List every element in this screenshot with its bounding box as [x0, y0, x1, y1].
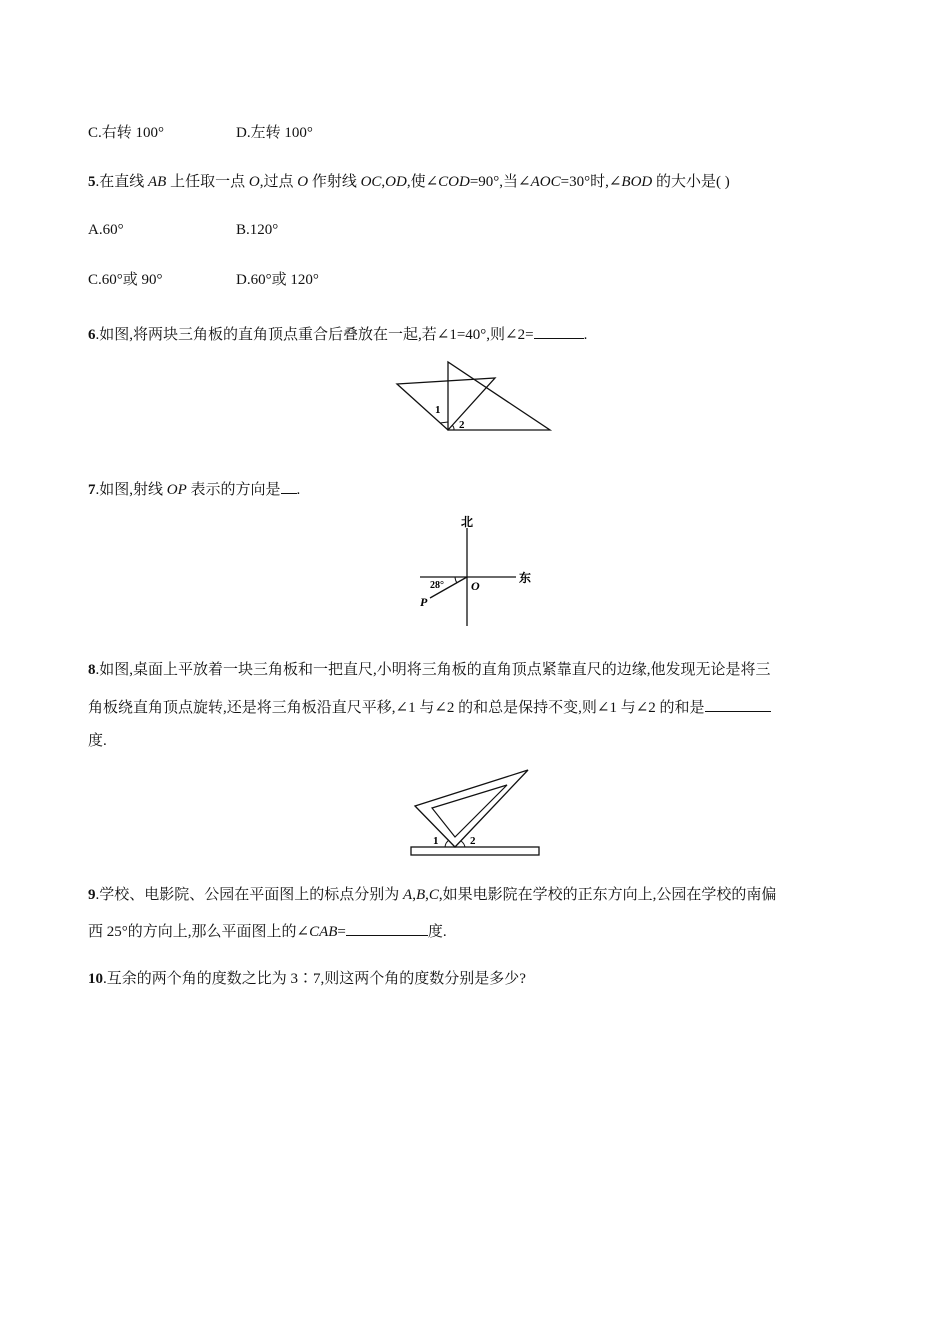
- q5-option-b: B.120°: [236, 222, 279, 238]
- q7-var: OP: [166, 482, 187, 498]
- q6-label-2: 2: [459, 419, 465, 431]
- q6-figure: [395, 362, 555, 434]
- q10-number: 10: [88, 971, 103, 987]
- q9-text: .学校、电影院、公园在平面图上的标点分别为: [95, 887, 404, 903]
- q5-text: ,: [381, 174, 386, 190]
- q4-option-c: C.右转 100°: [88, 125, 165, 141]
- q5-var: O: [297, 174, 309, 190]
- q5-var: O: [248, 174, 260, 190]
- q8-text-2: 角板绕直角顶点旋转,还是将三角板沿直尺平移,∠1 与∠2 的和总是保持不变,则∠1 与∠2 的和是: [88, 700, 705, 716]
- q5-var: BOD: [621, 174, 653, 190]
- q5-var: COD: [438, 174, 470, 190]
- q9-text: =: [337, 924, 346, 940]
- q5-text: 的大小是( ): [652, 174, 730, 190]
- q5-option-c: C.60°或 90°: [88, 272, 163, 288]
- q8-figure: [408, 768, 543, 858]
- q9-answer-blank: [346, 920, 428, 936]
- q9-text: ,如果电影院在学校的正东方向上,公园在学校的南偏: [438, 887, 777, 903]
- q7-label-p: P: [420, 595, 428, 609]
- q6-label-1: 1: [435, 404, 441, 416]
- q9-line-2: [88, 920, 447, 942]
- q7-number: 7: [88, 482, 96, 498]
- q8-label-2: 2: [470, 835, 476, 847]
- q5-text: =30°时,∠: [560, 174, 622, 190]
- q7-angle-arc: [455, 577, 457, 583]
- q5-option-a: A.60°: [88, 222, 124, 238]
- q9-var: A: [403, 887, 413, 903]
- q9-var: C: [428, 887, 439, 903]
- q8-number: 8: [88, 662, 96, 678]
- q8-line-2: [88, 696, 771, 718]
- q4-option-d: D.左转 100°: [236, 125, 313, 141]
- q7-stem: [88, 478, 300, 500]
- q5-number: 5: [88, 174, 96, 190]
- q5-text: .在直线: [95, 174, 149, 190]
- q7-label-o: O: [471, 579, 480, 593]
- q6-stem: [88, 323, 587, 345]
- q7-label-angle: 28°: [430, 580, 444, 591]
- q10-stem: [88, 969, 526, 989]
- q6-number: 6: [88, 327, 96, 343]
- q7-answer-blank: [281, 478, 297, 494]
- q9-text: 西 25°的方向上,那么平面图上的∠: [88, 924, 310, 940]
- q9-text: ,: [425, 887, 429, 903]
- q9-var: CAB: [309, 924, 338, 940]
- q6-right-angle-mark: [440, 422, 448, 423]
- q5-text: ,过点: [259, 174, 298, 190]
- q5-option-d: D.60°或 120°: [236, 272, 319, 288]
- q7-text: .如图,射线: [95, 482, 167, 498]
- q8-line-1: [88, 660, 771, 680]
- q8-angle-arc-1: [445, 840, 449, 847]
- q6-angle-arc: [452, 425, 454, 430]
- q7-label-north: 北: [461, 515, 474, 529]
- q9-line-1: [88, 885, 776, 905]
- q5-text: 上任取一点: [166, 174, 249, 190]
- q7-label-east: 东: [519, 571, 532, 585]
- q7-text: 表示的方向是: [186, 482, 281, 498]
- q8-ruler: [411, 847, 539, 855]
- q5-stem: [88, 172, 730, 192]
- q5-text: ,使∠: [406, 174, 439, 190]
- q8-text-1: .如图,桌面上平放着一块三角板和一把直尺,小明将三角板的直角顶点紧靠直尺的边缘,他发现无论是将三: [95, 662, 771, 678]
- q7-text-end: .: [296, 482, 301, 498]
- q5-var: OC: [360, 174, 382, 190]
- q9-var: B: [415, 887, 426, 903]
- q6-text-end: .: [583, 327, 588, 343]
- q9-text: ,: [412, 887, 416, 903]
- q9-number: 9: [88, 887, 96, 903]
- q6-answer-blank: [534, 323, 584, 339]
- q8-angle-arc-2: [461, 841, 465, 847]
- q8-label-1: 1: [433, 835, 439, 847]
- q9-text: 度.: [427, 924, 447, 940]
- q10-text: .互余的两个角的度数之比为 3∶7,则这两个角的度数分别是多少?: [103, 971, 526, 987]
- q5-text: 作射线: [308, 174, 361, 190]
- q5-var: AOC: [530, 174, 561, 190]
- q5-var: OD: [385, 174, 407, 190]
- q6-text: .如图,将两块三角板的直角顶点重合后叠放在一起,若∠1=40°,则∠2=: [95, 327, 534, 343]
- q8-answer-blank: [705, 696, 771, 712]
- q5-text: =90°,当∠: [469, 174, 531, 190]
- q8-triangle-inner: [432, 785, 507, 837]
- q8-line-3: 度.: [88, 733, 107, 749]
- q7-figure: [416, 514, 551, 626]
- q5-var: AB: [148, 174, 167, 190]
